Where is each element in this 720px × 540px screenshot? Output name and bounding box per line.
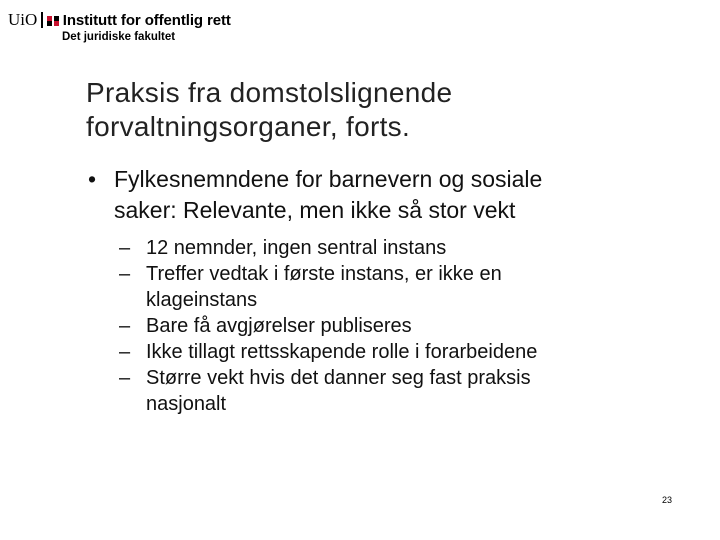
bullet-line: saker: Relevante, men ikke så stor vekt xyxy=(114,197,516,223)
sub-bullet-item xyxy=(119,313,666,339)
sub-bullet-line: 12 nemnder, ingen sentral instans xyxy=(146,237,447,259)
slide-title xyxy=(86,76,686,144)
slide-title-line: forvaltningsorganer, forts. xyxy=(86,111,411,142)
sub-bullet-line: Større vekt hvis det danner seg fast praksis xyxy=(146,367,531,389)
logo-divider xyxy=(41,12,43,28)
slide-title-line: Praksis fra domstolslignende xyxy=(86,77,453,108)
sub-bullet-item xyxy=(119,235,666,261)
bullet-marker: • xyxy=(88,166,97,192)
sub-bullet-item xyxy=(119,261,666,313)
sub-bullet-line: Ikke tillagt rettsskapende rolle i forarbeidene xyxy=(146,341,538,363)
faculty-name: Det juridiske fakultet xyxy=(62,31,176,43)
main-bullet xyxy=(88,164,674,226)
sub-bullet-line: Bare få avgjørelser publiseres xyxy=(146,315,412,337)
sub-bullet-item xyxy=(119,339,666,365)
sub-bullet-list xyxy=(119,235,666,417)
logo-row xyxy=(8,10,231,30)
sub-bullet-line: klageinstans xyxy=(146,289,258,311)
sub-bullet-marker: – xyxy=(119,341,131,363)
sub-bullet-line: nasjonalt xyxy=(146,393,227,415)
institute-logo-icon xyxy=(47,14,60,27)
institution-header xyxy=(8,10,231,43)
institute-name: Institutt for offentlig rett xyxy=(62,11,231,29)
sub-bullet-marker: – xyxy=(119,237,131,259)
sub-bullet-marker: – xyxy=(119,263,131,285)
sub-bullet-item xyxy=(119,365,666,417)
sub-bullet-line: Treffer vedtak i første instans, er ikke en xyxy=(146,263,502,285)
bullet-line: Fylkesnemndene for barnevern og sosiale xyxy=(114,166,543,192)
sub-bullet-marker: – xyxy=(119,315,131,337)
uio-logo: UiO xyxy=(8,10,38,29)
page-number: 23 xyxy=(662,495,673,505)
sub-bullet-marker: – xyxy=(119,367,131,389)
